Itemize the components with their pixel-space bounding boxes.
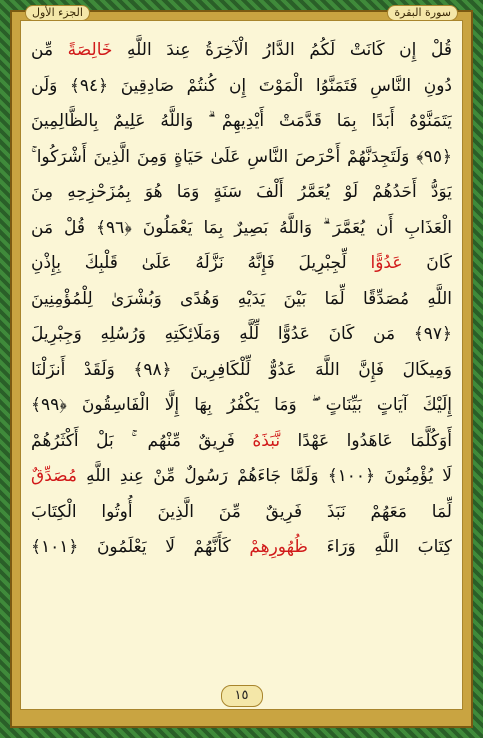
highlighted-word: مُصَدِّقٌ (31, 466, 77, 486)
text-line (31, 69, 452, 105)
mushaf-page (20, 6, 463, 710)
highlighted-word: نَّبَذَهُ (252, 430, 281, 451)
highlighted-word: خَالِصَةً (67, 40, 113, 60)
text-segment: يَتَمَنَّوْهُ أَبَدًا بِمَا قَدَّمَتْ أَيْدِيهِمْ ۗ وَاللَّهُ عَلِيمٌ بِالظَّالِمِينَ (31, 111, 452, 131)
text-segment: يَوَدُّ أَحَدُهُمْ لَوْ يُعَمَّرُ أَلْفَ سَنَةٍ وَمَا هُوَ بِمُزَحْزِحِهِ مِنَ (31, 182, 452, 202)
text-line (31, 317, 452, 353)
text-line (31, 211, 452, 247)
quran-text (31, 33, 452, 566)
text-segment: ﴿٩٥﴾ وَلَتَجِدَنَّهُمْ أَحْرَصَ النَّاسِ عَلَىٰ حَيَاةٍ وَمِنَ الَّذِينَ أَشْرَكُوا ۚ (31, 146, 452, 167)
text-segment: ﴿٩٧﴾ مَن كَانَ عَدُوًّا لِّلَّهِ وَمَلَائِكَتِهِ وَرُسُلِهِ وَجِبْرِيلَ (31, 324, 452, 344)
text-segment: لِّمَا مَعَهُمْ نَبَذَ فَرِيقٌ مِّنَ الَّذِينَ أُوتُوا الْكِتَابَ (31, 501, 452, 522)
text-segment: قُلْ إِن كَانَتْ لَكُمُ الدَّارُ الْآخِرَةُ عِندَ اللَّهِ (112, 40, 452, 60)
text-line (31, 246, 452, 282)
text-line (31, 353, 452, 389)
text-segment: الْعَذَابِ أَن يُعَمَّرَ ۗ وَاللَّهُ بَصِيرٌ بِمَا يَعْمَلُونَ ﴿٩٦﴾ قُلْ مَن (31, 217, 452, 238)
page-number: ١٥ (221, 685, 263, 707)
text-segment: دُونِ النَّاسِ فَتَمَنَّوُا الْمَوْتَ إِن كُنتُمْ صَادِقِينَ ﴿٩٤﴾ وَلَن (31, 75, 452, 96)
text-line (31, 33, 452, 69)
text-line (31, 424, 452, 460)
text-segment: كَانَ (402, 253, 452, 273)
highlighted-word: ظُهُورِهِمْ (249, 537, 308, 557)
highlighted-word: عَدُوًّا (370, 253, 403, 273)
text-segment: أَوَكُلَّمَا عَاهَدُوا عَهْدًا (280, 430, 452, 451)
juz-label: الجزء الأول (25, 5, 90, 21)
text-segment: لَا يُؤْمِنُونَ ﴿١٠٠﴾ وَلَمَّا جَاءَهُمْ رَسُولٌ مِّنْ عِندِ اللَّهِ (76, 466, 452, 486)
text-segment: إِلَيْكَ آيَاتٍ بَيِّنَاتٍ ۖ وَمَا يَكْفُرُ بِهَا إِلَّا الْفَاسِقُونَ ﴿٩٩﴾ (31, 395, 452, 415)
surah-label: سورة البقرة (387, 5, 458, 21)
text-line (31, 104, 452, 140)
text-line (31, 175, 452, 211)
text-segment: اللَّهِ مُصَدِّقًا لِّمَا بَيْنَ يَدَيْهِ وَهُدًى وَبُشْرَىٰ لِلْمُؤْمِنِينَ (31, 288, 452, 309)
text-segment: لِّجِبْرِيلَ فَإِنَّهُ نَزَّلَهُ عَلَىٰ قَلْبِكَ بِإِذْنِ (31, 253, 371, 273)
text-line (31, 282, 452, 318)
text-line (31, 459, 452, 495)
text-line (31, 495, 452, 531)
text-segment: فَرِيقٌ مِّنْهُم ۚ بَلْ أَكْثَرُهُمْ (31, 430, 253, 451)
text-line (31, 388, 452, 424)
text-segment: مِّن (31, 40, 68, 60)
text-line (31, 140, 452, 176)
text-segment: وَمِيكَالَ فَإِنَّ اللَّهَ عَدُوٌّ لِّلْكَافِرِينَ ﴿٩٨﴾ وَلَقَدْ أَنزَلْنَا (31, 359, 452, 380)
text-segment: كَأَنَّهُمْ لَا يَعْلَمُونَ ﴿١٠١﴾ (31, 537, 250, 557)
text-segment: كِتَابَ اللَّهِ وَرَاءَ (307, 537, 452, 557)
text-line (31, 530, 452, 566)
